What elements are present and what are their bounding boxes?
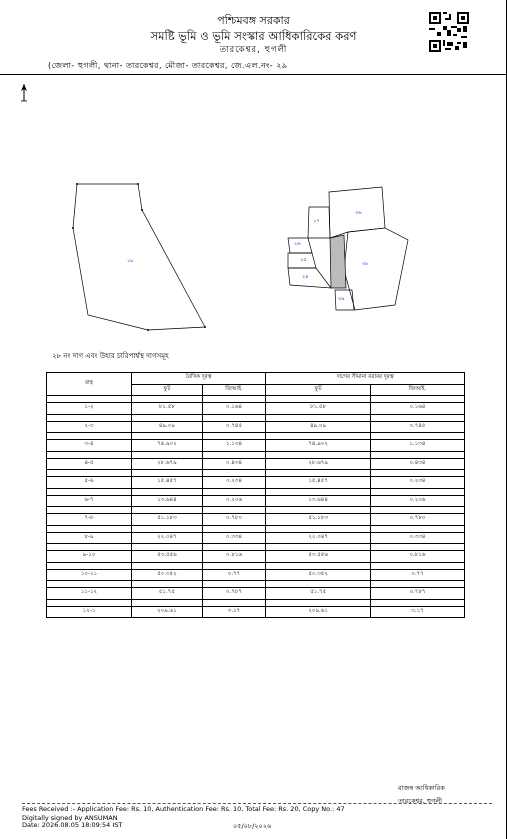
table-spacer-row bbox=[47, 599, 465, 606]
header-divider bbox=[0, 74, 507, 75]
digital-signature: Digitally signed by ANSUMAN bbox=[22, 814, 118, 822]
table-cell: ০.২০৬ bbox=[202, 495, 266, 507]
table-cell: ১২-১ bbox=[47, 606, 132, 618]
table-row bbox=[47, 440, 465, 452]
fees-received: Fees Received :- Application Fee: Rs. 10, Authentication Fee: Rs. 10, Total Fee: Rs. 20, Copy No.: 47 bbox=[22, 805, 345, 813]
table-cell: ৪-৫ bbox=[47, 458, 132, 470]
table-cell: ৫৩.৫৫৬ bbox=[132, 551, 203, 563]
unit-gis: জিআই. bbox=[202, 384, 266, 396]
table-cell: ০.২০৬ bbox=[370, 495, 464, 507]
signature-date: Date: 2026.08.05 18:09:54 IST bbox=[22, 821, 123, 829]
unit-gis: জিআই. bbox=[370, 384, 464, 396]
table-cell: ০.৭৮০ bbox=[202, 514, 266, 526]
table-cell: ৫০.৩৫২ bbox=[266, 569, 371, 581]
col-boundary-header: দাগের সীমানা বরাবর দূরত্ব bbox=[266, 373, 465, 385]
print-date: ০৫/০৮/২০২৬ bbox=[233, 822, 272, 830]
table-cell: ১৩.৬৪৪ bbox=[132, 495, 203, 507]
table-row bbox=[47, 514, 465, 526]
table-caption: ২৮ নং দাগ এবং উহার চারিপার্শ্বস্থ দাগসমূহ bbox=[52, 352, 169, 360]
table-cell: ০.৭৭ bbox=[202, 569, 266, 581]
table-cell: ৫০.৩৫২ bbox=[132, 569, 203, 581]
table-cell: ১.১৩৪ bbox=[202, 440, 266, 452]
unit-ft: ফুট bbox=[132, 384, 203, 396]
table-cell: ৩.১৭ bbox=[370, 606, 464, 618]
table-row bbox=[47, 569, 465, 581]
table-cell: ০.৭৪৫ bbox=[370, 421, 464, 433]
table-cell: ০.৩৩৪ bbox=[202, 532, 266, 544]
table-row bbox=[47, 588, 465, 600]
table-spacer-row bbox=[47, 581, 465, 588]
table-spacer-row bbox=[47, 451, 465, 458]
header-location: তারকেশ্বর, হুগলী bbox=[219, 45, 288, 55]
header-government: পশ্চিমবঙ্গ সরকার bbox=[217, 14, 290, 27]
header-mouza-details: (জেলা- হুগলী, থানা- তারকেশ্বর, মৌজা- তারকেশ্বর, জে.এল.নং- ২৯ bbox=[48, 61, 288, 70]
table-cell: ০.৭৮০ bbox=[370, 514, 464, 526]
table-spacer-row bbox=[47, 396, 465, 403]
neighbourhood-sketch bbox=[288, 187, 408, 310]
table-cell: ৫১.১৮৩ bbox=[132, 514, 203, 526]
col-linear-header: রৈখিক দূরত্ব bbox=[132, 373, 266, 385]
table-cell: ৭৪.৯০২ bbox=[266, 440, 371, 452]
table-row bbox=[47, 421, 465, 433]
table-spacer-row bbox=[47, 414, 465, 421]
table-spacer-row bbox=[47, 488, 465, 495]
main-plot-outline bbox=[73, 184, 205, 330]
table-cell: ৬-৭ bbox=[47, 495, 132, 507]
table-cell: ১.১৩৪ bbox=[370, 440, 464, 452]
col-side-header: বাহু bbox=[47, 373, 132, 396]
header-office: সমষ্টি ভূমি ও ভূমি সংস্কার আধিকারিকের করণ bbox=[150, 29, 357, 43]
table-cell: ০.৪৩৪ bbox=[202, 458, 266, 470]
table-row bbox=[47, 477, 465, 489]
table-row bbox=[47, 495, 465, 507]
neighbor-label: ২৫ bbox=[300, 257, 307, 263]
table-cell: ৫-৬ bbox=[47, 477, 132, 489]
table-cell: ১৫.৪৫৭ bbox=[132, 477, 203, 489]
table-cell: ২-৩ bbox=[47, 421, 132, 433]
table-cell: ৮-৯ bbox=[47, 532, 132, 544]
neighbor-label: ৩৮ bbox=[362, 261, 369, 267]
table-cell: ০.১৬৪ bbox=[202, 403, 266, 415]
neighbor-label: ২৬ bbox=[294, 241, 301, 247]
table-spacer-row bbox=[47, 525, 465, 532]
table-cell: ২২.০৪৭ bbox=[266, 532, 371, 544]
neighbor-label: ৩৯ bbox=[338, 296, 345, 302]
table-cell: ১১-১২ bbox=[47, 588, 132, 600]
table-row bbox=[47, 606, 465, 618]
table-cell: ০.২৩৪ bbox=[370, 477, 464, 489]
table-spacer-row bbox=[47, 544, 465, 551]
plot-map bbox=[0, 170, 507, 345]
main-plot-label: ১৮ bbox=[127, 258, 134, 264]
table-cell: ৫১.৭৫ bbox=[266, 588, 371, 600]
table-spacer-row bbox=[47, 562, 465, 569]
table-row bbox=[47, 403, 465, 415]
table-cell: ৫১.১৮৩ bbox=[266, 514, 371, 526]
neighbor-label: ৩৬ bbox=[355, 210, 362, 216]
table-cell: ৫১.৭৫ bbox=[132, 588, 203, 600]
table-spacer-row bbox=[47, 470, 465, 477]
unit-ft: ফুট bbox=[266, 384, 371, 396]
table-cell: ৪৯.০৯ bbox=[132, 421, 203, 433]
table-cell: ০.৪৩৪ bbox=[370, 458, 464, 470]
neighbor-label: ২৪ bbox=[302, 274, 309, 280]
table-spacer-row bbox=[47, 433, 465, 440]
table-cell: ২০৯.৬১ bbox=[266, 606, 371, 618]
table-cell: ১৩.৬৪৪ bbox=[266, 495, 371, 507]
table-cell: ০.৭৭ bbox=[370, 569, 464, 581]
table-cell: ২৮.৬৭৯ bbox=[266, 458, 371, 470]
footer-divider bbox=[22, 803, 492, 804]
table-cell: ৪৯.০৯ bbox=[266, 421, 371, 433]
table-cell: ৫৩.৫৫৬ bbox=[266, 551, 371, 563]
table-cell: ১৫.৪৫৭ bbox=[266, 477, 371, 489]
table-cell: ০.৮১৬ bbox=[202, 551, 266, 563]
table-row bbox=[47, 532, 465, 544]
signatory-office: তারকেশ্বর, হুগলী bbox=[398, 797, 443, 805]
table-cell: ২৮.৬৭৯ bbox=[132, 458, 203, 470]
neighbor-label: ১৭ bbox=[313, 218, 320, 224]
table-cell: ৭-৮ bbox=[47, 514, 132, 526]
table-cell: ২২.০৪৭ bbox=[132, 532, 203, 544]
table-cell: ০.৭৮৭ bbox=[370, 588, 464, 600]
table-row bbox=[47, 551, 465, 563]
table-cell: ০.৭৪৫ bbox=[202, 421, 266, 433]
north-arrow-icon bbox=[17, 82, 31, 102]
table-cell: ৩-৪ bbox=[47, 440, 132, 452]
table-cell: ২০৯.৬১ bbox=[132, 606, 203, 618]
table-cell: ১-২ bbox=[47, 403, 132, 415]
table-cell: ৩.১৭ bbox=[202, 606, 266, 618]
table-cell: ০.২৩৪ bbox=[202, 477, 266, 489]
table-cell: ০.৩৩৪ bbox=[370, 532, 464, 544]
table-cell: ৭৪.৯০২ bbox=[132, 440, 203, 452]
table-spacer-row bbox=[47, 507, 465, 514]
table-cell: ০.৭৮৭ bbox=[202, 588, 266, 600]
table-cell: ৯-১০ bbox=[47, 551, 132, 563]
table-cell: ৮১.৫৮ bbox=[266, 403, 371, 415]
boundary-table bbox=[46, 372, 465, 618]
table-cell: ৮১.৫৮ bbox=[132, 403, 203, 415]
table-header-row bbox=[47, 373, 465, 385]
table-row bbox=[47, 458, 465, 470]
table-cell: ০.৮১৬ bbox=[370, 551, 464, 563]
table-cell: ০.১৬৪ bbox=[370, 403, 464, 415]
qr-code-icon bbox=[429, 12, 469, 52]
subject-plot-highlight bbox=[330, 235, 346, 288]
signatory-title: রাজস্ব আধিকারিক bbox=[398, 784, 445, 792]
table-cell: ১০-১১ bbox=[47, 569, 132, 581]
